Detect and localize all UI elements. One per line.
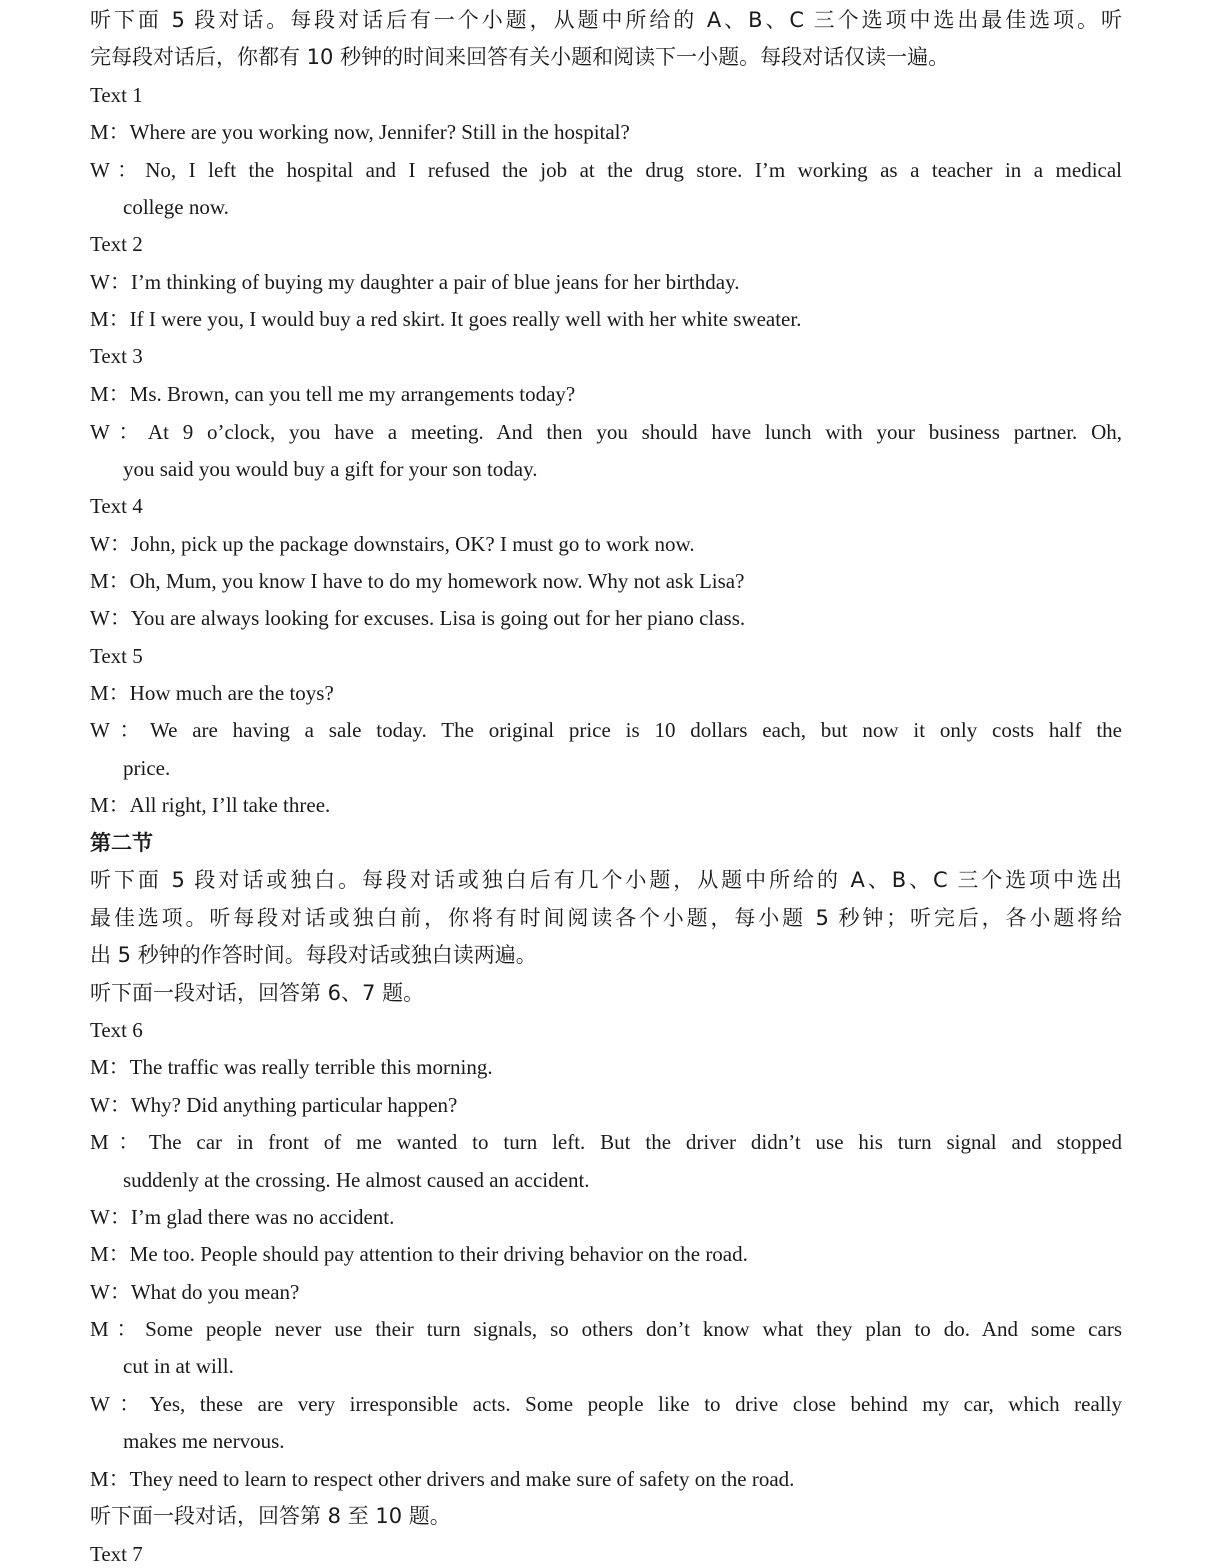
text-line: Text 4	[90, 494, 143, 518]
text-line: M：If I were you, I would buy a red skirt. It goes really well with her white sweater.	[90, 307, 802, 331]
text-line: M：They need to learn to respect other drivers and make sure of safety on the road.	[90, 1467, 795, 1491]
text-line: W：Why? Did anything particular happen?	[90, 1093, 458, 1117]
text-line: M：The traffic was really terrible this morning.	[90, 1055, 493, 1079]
text-line: Text 7	[90, 1542, 143, 1566]
text-line: W：John, pick up the package downstairs, OK? I must go to work now.	[90, 532, 695, 556]
text-line: M：How much are the toys?	[90, 681, 334, 705]
text-line: M：Ms. Brown, can you tell me my arrangements today?	[90, 382, 576, 406]
text-line: M：All right, I’ll take three.	[90, 793, 331, 817]
text-line: Text 1	[90, 83, 143, 107]
text-line: M：Oh, Mum, you know I have to do my homework now. Why not ask Lisa?	[90, 569, 745, 593]
text-line: M：Some people never use their turn signals, so others don’t know what they plan to do. And some cars	[90, 1317, 1122, 1341]
text-line: 完每段对话后，你都有 10 秒钟的时间来回答有关小题和阅读下一小题。每段对话仅读一遍。	[90, 45, 950, 69]
text-line: W：No, I left the hospital and I refused the job at the drug store. I’m working as a teacher in a medical	[90, 158, 1122, 182]
text-line: Text 3	[90, 344, 143, 368]
text-line: W：We are having a sale today. The original price is 10 dollars each, but now it only costs half the	[90, 718, 1122, 742]
section-heading: 第二节	[90, 831, 153, 855]
text-line: 听下面一段对话，回答第 6、7 题。	[90, 981, 425, 1005]
text-line: W：What do you mean?	[90, 1280, 300, 1304]
text-line: Text 6	[90, 1018, 143, 1042]
text-line: 听下面 5 段对话。每段对话后有一个小题，从题中所给的 A、B、C 三个选项中选出最佳选项。听	[90, 8, 1122, 32]
text-line: W：Yes, these are very irresponsible acts. Some people like to drive close behind my car, which really	[90, 1392, 1122, 1416]
text-line: W：I’m thinking of buying my daughter a pair of blue jeans for her birthday.	[90, 270, 740, 294]
dialogue-continuation: price.	[123, 756, 171, 780]
text-line: 出 5 秒钟的作答时间。每段对话或独白读两遍。	[90, 943, 537, 967]
text-line: 听下面一段对话，回答第 8 至 10 题。	[90, 1504, 451, 1528]
text-line: M：The car in front of me wanted to turn left. But the driver didn’t use his turn signal and stopped	[90, 1130, 1122, 1154]
dialogue-continuation: you said you would buy a gift for your son today.	[123, 457, 538, 481]
text-line: 听下面 5 段对话或独白。每段对话或独白后有几个小题，从题中所给的 A、B、C 三个选项中选出	[90, 868, 1122, 892]
dialogue-continuation: makes me nervous.	[123, 1429, 285, 1453]
text-line: W：At 9 o’clock, you have a meeting. And then you should have lunch with your business partner. Oh,	[90, 420, 1122, 444]
dialogue-continuation: cut in at will.	[123, 1354, 234, 1378]
text-line: M：Me too. People should pay attention to their driving behavior on the road.	[90, 1242, 748, 1266]
text-line: 最佳选项。听每段对话或独白前，你将有时间阅读各个小题，每小题 5 秒钟；听完后，各小题将给	[90, 906, 1122, 930]
text-line: W：You are always looking for excuses. Lisa is going out for her piano class.	[90, 606, 746, 630]
dialogue-continuation: college now.	[123, 195, 229, 219]
dialogue-continuation: suddenly at the crossing. He almost caused an accident.	[123, 1168, 590, 1192]
text-line: Text 5	[90, 644, 143, 668]
text-line: M：Where are you working now, Jennifer? Still in the hospital?	[90, 120, 630, 144]
text-line: Text 2	[90, 232, 143, 256]
text-line: W：I’m glad there was no accident.	[90, 1205, 395, 1229]
